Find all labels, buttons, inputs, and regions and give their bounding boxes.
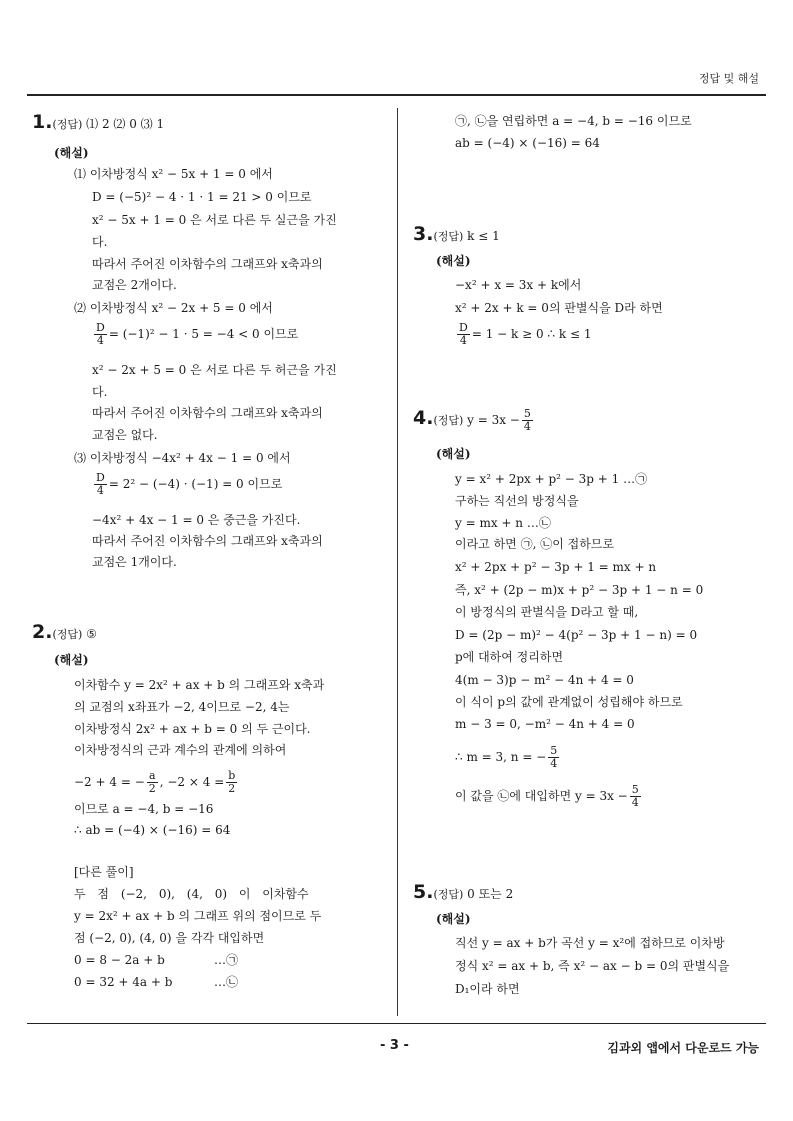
denominator: 4	[96, 334, 104, 347]
solution-line: 따라서 주어진 이차함수의 그래프와 x축과의	[92, 406, 323, 420]
fraction	[226, 770, 237, 795]
solution-line: 이 방정식의 판별식을 D라고 할 때,	[455, 605, 639, 619]
answer-label: (정답)	[433, 888, 464, 901]
answer: 0 또는 2	[467, 887, 514, 901]
solution-line: [다른 풀이]	[74, 865, 134, 879]
solution-line: −4x² + 4x − 1 = 0 은 중근을 가진다.	[92, 513, 301, 527]
solution-line: y = x² + 2px + p² − 3p + 1 …㉠	[455, 472, 648, 486]
answer-label: (정답)	[52, 628, 83, 641]
solution-label: (해설)	[436, 254, 471, 268]
solution-line: x² + 2x + k = 0의 판별식을 D라 하면	[455, 301, 663, 315]
solution-label: (해설)	[436, 912, 471, 926]
solution-line: 정식 x² = ax + b, 즉 x² − ax − b = 0의 판별식을	[455, 959, 730, 973]
numerator: 5	[523, 407, 531, 420]
equation-tag: …㉠	[214, 953, 239, 967]
solution-line: 즉, x² + (2p − m)x + p² − 3p + 1 − n = 0	[455, 583, 704, 597]
solution-line: 교점은 없다.	[92, 428, 158, 442]
solution-line: 이차방정식의 근과 계수의 관계에 의하여	[74, 743, 287, 757]
denominator: 4	[631, 796, 639, 809]
solution-line: x² − 2x + 5 = 0 은 서로 다른 두 허근을 가진	[92, 363, 337, 377]
column-divider	[397, 108, 398, 1016]
numerator: D	[459, 321, 468, 334]
solution-line: ∴ m = 3, n = −	[455, 750, 547, 764]
answer: y = 3x −	[467, 413, 520, 427]
solution-line: = 2² − (−4) · (−1) = 0 이므로	[108, 477, 283, 491]
answer: ⑴ 2 ⑵ 0 ⑶ 1	[86, 117, 165, 131]
fraction	[522, 408, 533, 433]
solution-line: 의 교점의 x좌표가 −2, 4이므로 −2, 4는	[74, 700, 290, 714]
solution-line: 따라서 주어진 이차함수의 그래프와 x축과의	[92, 257, 323, 271]
solution-line: ab = (−4) × (−16) = 64	[455, 136, 600, 150]
page-header: 정답 및 해설	[698, 72, 759, 85]
solution-line: 다.	[92, 385, 108, 399]
solution-line: 0 = 8 − 2a + b	[74, 953, 165, 967]
fraction	[630, 784, 641, 809]
solution-line: 0 = 32 + 4a + b	[74, 975, 173, 989]
solution-label: (해설)	[436, 447, 471, 461]
solution-label: (해설)	[54, 146, 89, 160]
fraction	[147, 770, 158, 795]
solution-line: 이 값을 ㉡에 대입하면 y = 3x −	[455, 789, 628, 803]
solution-line: 이차방정식 2x² + ax + b = 0 의 두 근이다.	[74, 722, 311, 736]
solution-line: 다.	[92, 235, 108, 249]
fraction	[94, 322, 107, 347]
solution-line: 이차함수 y = 2x² + ax + b 의 그래프와 x축과	[74, 678, 325, 692]
denominator: 2	[148, 782, 156, 795]
solution-line: D = (2p − m)² − 4(p² − 3p + 1 − n) = 0	[455, 628, 698, 642]
answer-label: (정답)	[433, 230, 464, 243]
question-number: 3.	[413, 223, 434, 245]
solution-line: ∴ ab = (−4) × (−16) = 64	[74, 823, 231, 837]
solution-line: y = 2x² + ax + b 의 그래프 위의 점이므로 두	[74, 909, 322, 923]
denominator: 4	[550, 757, 558, 770]
solution-line: ⑶ 이차방정식 −4x² + 4x − 1 = 0 에서	[74, 451, 291, 465]
solution-line: 두 점 (−2, 0), (4, 0) 이 이차함수	[74, 887, 309, 901]
solution-line: −2 + 4 = −	[74, 775, 145, 789]
header-rule	[27, 94, 766, 96]
solution-line: p에 대하여 정리하면	[455, 650, 564, 664]
solution-line: −x² + x = 3x + k에서	[455, 278, 582, 292]
solution-label: (해설)	[54, 653, 89, 667]
denominator: 4	[96, 484, 104, 497]
question-number: 2.	[32, 621, 53, 643]
solution-line: 교점은 2개이다.	[92, 278, 177, 292]
fraction	[457, 322, 470, 347]
solution-line: , −2 × 4 =	[159, 775, 225, 789]
numerator: a	[147, 770, 158, 783]
footer-rule	[27, 1023, 766, 1024]
numerator: D	[96, 321, 105, 334]
solution-line: = 1 − k ≥ 0 ∴ k ≤ 1	[471, 327, 592, 341]
solution-line: D = (−5)² − 4 · 1 · 1 = 21 > 0 이므로	[92, 190, 312, 204]
answer-label: (정답)	[433, 414, 464, 427]
solution-line: ⑵ 이차방정식 x² − 2x + 5 = 0 에서	[74, 301, 273, 315]
denominator: 4	[523, 420, 531, 433]
answer: k ≤ 1	[467, 229, 500, 243]
numerator: 5	[631, 783, 639, 796]
numerator: 5	[550, 744, 558, 757]
answer-label: (정답)	[52, 118, 83, 131]
question-number: 5.	[413, 881, 434, 903]
solution-line: 이 식이 p의 값에 관계없이 성립해야 하므로	[455, 695, 683, 709]
solution-line: 교점은 1개이다.	[92, 555, 177, 569]
question-number: 1.	[32, 111, 53, 133]
solution-line: 이므로 a = −4, b = −16	[74, 802, 214, 816]
solution-line: ⑴ 이차방정식 x² − 5x + 1 = 0 에서	[74, 167, 273, 181]
solution-line: x² − 5x + 1 = 0 은 서로 다른 두 실근을 가진	[92, 213, 337, 227]
solution-line: 구하는 직선의 방정식을	[455, 494, 579, 508]
numerator: b	[228, 769, 236, 782]
solution-line: m − 3 = 0, −m² − 4n + 4 = 0	[455, 717, 635, 731]
solution-line: 직선 y = ax + b가 곡선 y = x²에 접하므로 이차방	[455, 936, 725, 950]
question-number: 4.	[413, 407, 434, 429]
solution-line: 따라서 주어진 이차함수의 그래프와 x축과의	[92, 534, 323, 548]
denominator: 2	[228, 782, 236, 795]
numerator: D	[96, 471, 105, 484]
solution-line: 4(m − 3)p − m² − 4n + 4 = 0	[455, 673, 634, 687]
solution-line: D₁이라 하면	[455, 982, 520, 996]
solution-line: x² + 2px + p² − 3p + 1 = mx + n	[455, 560, 657, 574]
solution-line: 점 (−2, 0), (4, 0) 을 각각 대입하면	[74, 931, 265, 945]
solution-line: 이라고 하면 ㉠, ㉡이 접하므로	[455, 537, 614, 551]
solution-line: = (−1)² − 1 · 5 = −4 < 0 이므로	[108, 327, 299, 341]
solution-line: ㉠, ㉡을 연립하면 a = −4, b = −16 이므로	[455, 114, 692, 128]
footer-note: 김과외 앱에서 다운로드 가능	[607, 1041, 759, 1055]
solution-line: y = mx + n …㉡	[455, 516, 551, 530]
equation-tag: …㉡	[214, 975, 239, 989]
fraction	[548, 745, 559, 770]
denominator: 4	[459, 334, 467, 347]
fraction	[94, 472, 107, 497]
page-number: - 3 -	[380, 1038, 409, 1053]
answer: ⑤	[86, 627, 97, 641]
